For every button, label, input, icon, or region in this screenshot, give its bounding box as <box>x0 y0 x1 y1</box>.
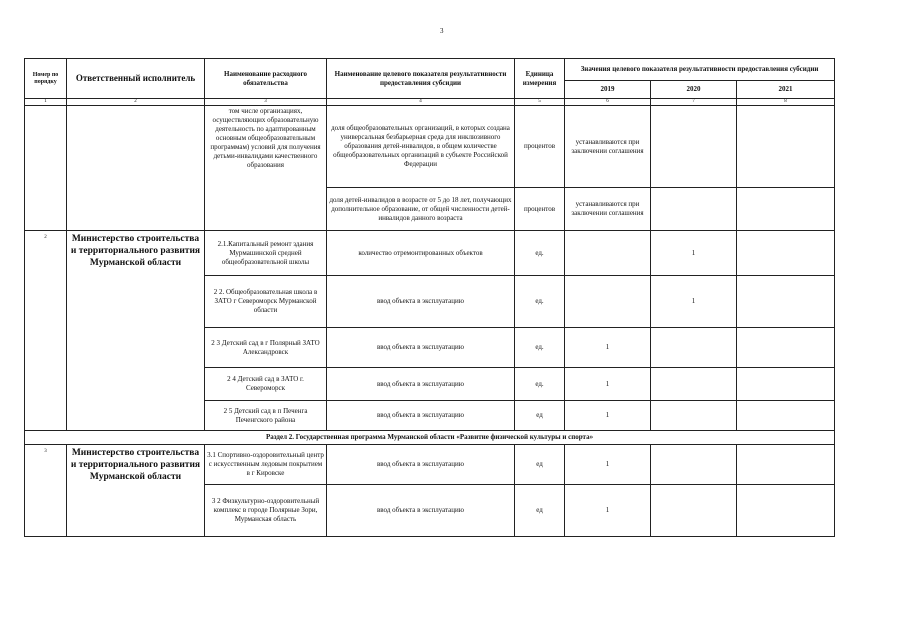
value-2019: 1 <box>565 485 651 537</box>
value-2021 <box>737 445 835 485</box>
value-2019: устанавливаются при заключении соглашения <box>565 188 651 231</box>
unit-cell: процентов <box>515 188 565 231</box>
indicator-cell: ввод объекта в эксплуатацию <box>327 485 515 537</box>
value-2021 <box>737 106 835 188</box>
value-2019 <box>565 231 651 276</box>
expense-cell: том числе организациях, осуществляющих образовательную деятельность по адаптированным основным общеобразовательным программам) условий для получения детьми-инвалидами качественного образования <box>205 106 327 231</box>
value-2021 <box>737 401 835 431</box>
header-unit: Единица измерения <box>515 59 565 99</box>
unit-cell: ед. <box>515 368 565 401</box>
unit-cell: ед <box>515 485 565 537</box>
unit-cell: процентов <box>515 106 565 188</box>
header-responsible: Ответственный исполнитель <box>67 59 205 99</box>
indicator-cell: количество отремонтированных объектов <box>327 231 515 276</box>
unit-cell: ед. <box>515 231 565 276</box>
value-2020 <box>651 401 737 431</box>
value-2020 <box>651 106 737 188</box>
unit-cell: ед <box>515 445 565 485</box>
row-number: 2 <box>25 231 67 431</box>
indicators-table <box>24 58 835 537</box>
indicator-cell: ввод объекта в эксплуатацию <box>327 368 515 401</box>
expense-cell: 3 2 Физкультурно-оздоровительный комплекс в городе Полярные Зори, Мурманская область <box>205 485 327 537</box>
value-2019: 1 <box>565 328 651 368</box>
value-2019 <box>565 276 651 328</box>
indicator-cell: доля общеобразовательных организаций, в которых создана универсальная безбарьерная среда для инклюзивного образования детей-инвалидов, в общем количестве общеобразовательных организаций в субъекте Российской Федерации <box>327 106 515 188</box>
value-2019: 1 <box>565 445 651 485</box>
col-number: 7 <box>651 99 737 106</box>
unit-cell: ед <box>515 401 565 431</box>
col-number: 2 <box>67 99 205 106</box>
expense-cell: 2 4 Детский сад в ЗАТО г. Североморск <box>205 368 327 401</box>
responsible-cell: Министерство строительства и территориального развития Мурманской области <box>67 445 205 537</box>
indicator-cell: ввод объекта в эксплуатацию <box>327 328 515 368</box>
expense-cell: 2 2. Общеобразовательная школа в ЗАТО г Североморск Мурманской области <box>205 276 327 328</box>
value-2021 <box>737 231 835 276</box>
value-2021 <box>737 368 835 401</box>
indicator-cell: доля детей-инвалидов в возрасте от 5 до 18 лет, получающих дополнительное образование, от общей численности детей-инвалидов данного возраста <box>327 188 515 231</box>
unit-cell: ед. <box>515 328 565 368</box>
value-2020 <box>651 368 737 401</box>
header-year-2020: 2020 <box>651 81 737 99</box>
page-number: 3 <box>440 27 444 35</box>
col-number: 8 <box>737 99 835 106</box>
value-2019: устанавливаются при заключении соглашения <box>565 106 651 188</box>
header-indicator: Наименование целевого показателя результативности предоставления субсидии <box>327 59 515 99</box>
header-year-2021: 2021 <box>737 81 835 99</box>
value-2020 <box>651 328 737 368</box>
indicator-cell: ввод объекта в эксплуатацию <box>327 401 515 431</box>
value-2021 <box>737 328 835 368</box>
value-2019: 1 <box>565 368 651 401</box>
value-2020: 1 <box>651 276 737 328</box>
row-number: 3 <box>25 445 67 537</box>
value-2021 <box>737 276 835 328</box>
value-2021 <box>737 485 835 537</box>
table-row <box>25 106 835 188</box>
table-row <box>25 445 835 485</box>
section-title-row <box>25 431 835 445</box>
header-values: Значения целевого показателя результативности предоставления субсидии <box>565 59 835 81</box>
value-2020 <box>651 485 737 537</box>
value-2020 <box>651 188 737 231</box>
expense-cell: 2 5 Детский сад в п Печенга Печенгского района <box>205 401 327 431</box>
header-num: Номер по порядку <box>25 59 67 99</box>
column-numbers-row <box>25 99 835 106</box>
expense-cell: 3.1 Спортивно-оздоровительный центр с искусственным ледовым покрытием в г Кировске <box>205 445 327 485</box>
header-expense: Наименование расходного обязательства <box>205 59 327 99</box>
expense-cell: 2.1.Капитальный ремонт здания Мурмашинской средней общеобразовательной школы <box>205 231 327 276</box>
responsible-cell: Министерство строительства и территориального развития Мурманской области <box>67 231 205 431</box>
indicator-cell: ввод объекта в эксплуатацию <box>327 445 515 485</box>
col-number: 1 <box>25 99 67 106</box>
value-2020 <box>651 445 737 485</box>
value-2020: 1 <box>651 231 737 276</box>
col-number: 3 <box>205 99 327 106</box>
value-2019: 1 <box>565 401 651 431</box>
col-number: 4 <box>327 99 515 106</box>
unit-cell: ед. <box>515 276 565 328</box>
indicator-cell: ввод объекта в эксплуатацию <box>327 276 515 328</box>
col-number: 5 <box>515 99 565 106</box>
section-title: Раздел 2. Государственная программа Мурманской области «Развитие физической культуры и спорта» <box>25 431 835 445</box>
col-number: 6 <box>565 99 651 106</box>
header-year-2019: 2019 <box>565 81 651 99</box>
expense-cell: 2 3 Детский сад в г Полярный ЗАТО Александровск <box>205 328 327 368</box>
table-row <box>25 231 835 276</box>
value-2021 <box>737 188 835 231</box>
